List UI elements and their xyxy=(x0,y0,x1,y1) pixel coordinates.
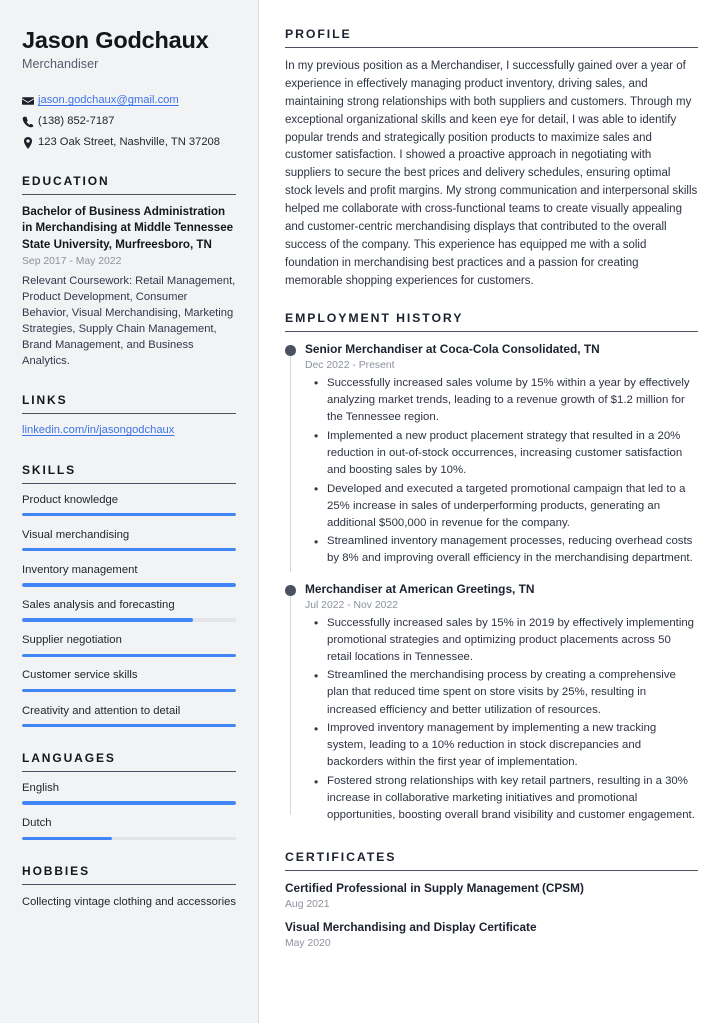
link-linkedin[interactable]: linkedin.com/in/jasongodchaux xyxy=(22,424,175,437)
profile-text: In my previous position as a Merchandiser, I successfully gained over a year of experience in effectively managing product inventory, driving sales, and maintaining strong relationships with both suppliers and customers. Through my exceptional organizational skills and keen eye for detail, I was able to identify popular trends and strategically position products to maximize sales and customer satisfaction. I showed a proactive approach in negotiating with suppliers to secure the best prices and delivery schedules, ensuring optimal stock levels and profit margins. My strong communication and interpersonal skills helped me collaborate with cross-functional teams to create visually appealing and customer-centric merchandising displays that contributed to the overall success of the company. This experience has equipped me with a solid foundation in merchandising best practices and a passion for creating memorable shopping experiences for customers. xyxy=(285,60,698,287)
certificate-name: Visual Merchandising and Display Certificate xyxy=(285,919,537,934)
section-employment xyxy=(285,311,698,828)
section-certificates xyxy=(285,850,698,949)
skill-item xyxy=(22,633,236,657)
skill-label: Product knowledge xyxy=(22,493,119,506)
timeline-dot-icon xyxy=(285,585,296,596)
section-hobbies xyxy=(22,864,236,910)
employment-timeline xyxy=(285,342,698,828)
employment-dates: Dec 2022 - Present xyxy=(305,359,395,371)
hobbies-body xyxy=(22,885,236,910)
contact-list xyxy=(22,93,236,150)
language-level-track xyxy=(22,801,236,804)
contact-address xyxy=(22,135,236,150)
skills-heading: SKILLS xyxy=(22,463,236,484)
skill-level-fill xyxy=(22,724,236,727)
skill-level-track xyxy=(22,724,236,727)
language-level-fill xyxy=(22,837,112,840)
profile-heading: PROFILE xyxy=(285,27,698,48)
skill-level-fill xyxy=(22,618,193,621)
skill-level-track xyxy=(22,548,236,551)
employment-bullet: • Streamlined inventory management processes, reducing overhead costs by 8% and improving overall efficiency in the merchandising department. xyxy=(305,533,698,567)
hobbies-text: Collecting vintage clothing and accessories xyxy=(22,895,236,908)
languages-heading: LANGUAGES xyxy=(22,751,236,772)
contact-email[interactable] xyxy=(22,93,236,108)
skill-item xyxy=(22,704,236,728)
skill-label: Visual merchandising xyxy=(22,528,130,541)
section-links xyxy=(22,393,236,439)
employment-bullet: • Developed and executed a targeted promotional campaign that led to a 25% increase in sales of underperforming products, generating an additional $500,000 in revenue for the company. xyxy=(305,481,698,532)
links-heading: LINKS xyxy=(22,393,236,414)
employment-entry xyxy=(285,582,698,829)
certificate-name: Certified Professional in Supply Management (CPSM) xyxy=(285,880,584,895)
hobbies-heading: HOBBIES xyxy=(22,864,236,885)
employment-bullet: • Implemented a new product placement strategy that resulted in a 20% reduction in out-of-stock occurrences, increasing customer satisfaction and boosting sales by 10%. xyxy=(305,428,698,479)
languages-body xyxy=(22,772,236,840)
skill-item xyxy=(22,528,236,552)
name-heading: Jason Godchaux xyxy=(22,27,209,53)
skill-label: Customer service skills xyxy=(22,669,138,682)
employment-title: Merchandiser at American Greetings, TN xyxy=(305,582,535,597)
employment-title: Senior Merchandiser at Coca-Cola Consolidated, TN xyxy=(305,342,600,357)
skill-level-track xyxy=(22,583,236,586)
timeline-line xyxy=(290,346,291,572)
skill-level-track xyxy=(22,618,236,621)
section-languages xyxy=(22,751,236,840)
certificate-item xyxy=(285,920,698,949)
language-level-track xyxy=(22,837,236,840)
language-item xyxy=(22,781,236,805)
links-body xyxy=(22,414,236,439)
candidate-name xyxy=(22,27,236,71)
phone-value: (138) 852-7187 xyxy=(38,115,115,128)
certificate-date: Aug 2021 xyxy=(285,898,330,910)
education-heading: EDUCATION xyxy=(22,174,236,195)
skill-level-fill xyxy=(22,689,236,692)
skill-item xyxy=(22,563,236,587)
skill-item xyxy=(22,598,236,622)
education-body xyxy=(22,195,236,369)
skill-level-track xyxy=(22,689,236,692)
skill-level-track xyxy=(22,654,236,657)
skill-label: Sales analysis and forecasting xyxy=(22,599,175,612)
education-dates: Sep 2017 - May 2022 xyxy=(22,256,122,268)
skills-body xyxy=(22,484,236,727)
language-label: English xyxy=(22,782,60,795)
employment-bullet: • Improved inventory management by implementing a new tracking system, leading to a 10% reduction in stock discrepancies and backorders within the first year of implementation. xyxy=(305,720,698,771)
employment-bullet: • Fostered strong relationships with key retail partners, resulting in a 30% increase in collaborative marketing initiatives and promotional opportunities, boosting overall brand visibility and customer engagement. xyxy=(305,773,698,824)
timeline-line xyxy=(290,586,291,815)
certificate-date: May 2020 xyxy=(285,937,331,949)
employment-bullet: • Successfully increased sales volume by 15% within a year by effectively analyzing market trends, leading to a revenue growth of $1.2 million for the Tennessee region. xyxy=(305,375,698,426)
employment-bullet-list xyxy=(305,615,698,825)
employment-heading: EMPLOYMENT HISTORY xyxy=(285,311,698,332)
skill-label: Creativity and attention to detail xyxy=(22,704,181,717)
certificate-item xyxy=(285,881,698,910)
skill-level-track xyxy=(22,513,236,516)
timeline-dot-icon xyxy=(285,345,296,356)
address-value: 123 Oak Street, Nashville, TN 37208 xyxy=(38,136,220,149)
language-label: Dutch xyxy=(22,817,52,830)
employment-bullet: • Streamlined the merchandising process by creating a comprehensive plan that reduced time spent on store visits by 25%, resulting in increased efficiency and better utilization of resources. xyxy=(305,667,698,718)
education-degree: Bachelor of Business Administration in Merchandising at Middle Tennessee State University, Murfreesboro, TN xyxy=(22,205,234,251)
skill-level-fill xyxy=(22,548,236,551)
skill-item xyxy=(22,668,236,692)
skill-level-fill xyxy=(22,583,236,586)
section-education xyxy=(22,174,236,369)
certificates-heading: CERTIFICATES xyxy=(285,850,698,871)
education-description: Relevant Coursework: Retail Management, Product Development, Consumer Behavior, Visual Merchandising, Marketing Strategies, Supply Chain Management, Brand Management, and Business Analytics. xyxy=(22,274,236,368)
employment-dates: Jul 2022 - Nov 2022 xyxy=(305,599,398,611)
map-pin-icon xyxy=(22,137,38,149)
envelope-icon xyxy=(22,95,38,107)
main-content xyxy=(259,0,724,1023)
section-profile xyxy=(285,27,698,290)
employment-bullet-list xyxy=(305,375,698,568)
phone-icon xyxy=(22,116,38,128)
skill-item xyxy=(22,493,236,517)
language-level-fill xyxy=(22,801,236,804)
employment-entry xyxy=(285,342,698,572)
skill-label: Inventory management xyxy=(22,563,138,576)
skill-level-fill xyxy=(22,513,236,516)
employment-bullet: • Successfully increased sales by 15% in 2019 by effectively implementing promotional strategies and optimizing product placements across 50 retail locations in Tennessee. xyxy=(305,615,698,666)
sidebar xyxy=(0,0,259,1023)
contact-phone xyxy=(22,114,236,129)
certificates-body xyxy=(285,881,698,949)
skill-label: Supplier negotiation xyxy=(22,634,122,647)
email-value[interactable]: jason.godchaux@gmail.com xyxy=(38,94,179,107)
skill-level-fill xyxy=(22,654,236,657)
job-title: Merchandiser xyxy=(22,57,99,72)
section-skills xyxy=(22,463,236,727)
language-item xyxy=(22,816,236,840)
